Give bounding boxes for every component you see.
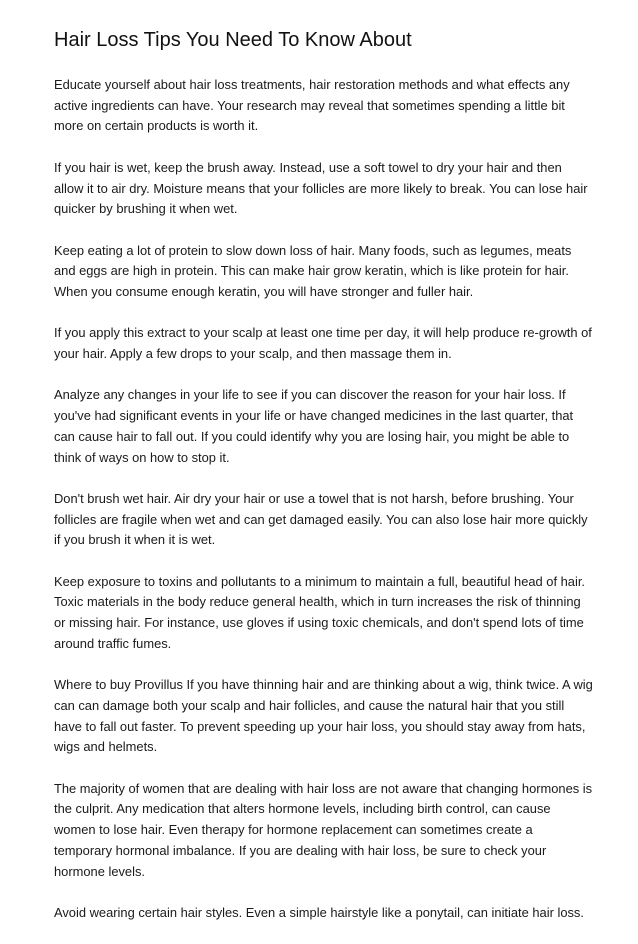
- paragraph: Analyze any changes in your life to see if you can discover the reason for your hair loss. If you've had significant events in your life or have changed medicines in the last quarter, that can cause hair to fall out. If you could identify why you are losing hair, you might be able to think of ways on how to stop it.: [54, 387, 574, 465]
- paragraph: Keep exposure to toxins and pollutants to a minimum to maintain a full, beautiful head of hair. Toxic materials in the body reduce general health, which in turn increases the risk of thinning or missing hair. For instance, use gloves if using toxic chemicals, and don't spend lots of time around traffic fumes.: [54, 573, 585, 651]
- paragraph: Keep eating a lot of protein to slow down loss of hair. Many foods, such as legumes, meats and eggs are high in protein. This can make hair grow keratin, which is like protein for hair. When you consume enough keratin, you will have stronger and fuller hair.: [54, 242, 572, 299]
- paragraph: The majority of women that are dealing with hair loss are not aware that changing hormones is the culprit. Any medication that alters hormone levels, including birth control, can cause women to lose hair. Even therapy for hormone replacement can sometimes create a temporary hormonal imbalance. If you are dealing with hair loss, be sure to check your hormone levels.: [54, 780, 593, 879]
- paragraph: Avoid wearing certain hair styles. Even a simple hairstyle like a ponytail, can initiate hair loss.: [54, 904, 584, 920]
- paragraph: Educate yourself about hair loss treatments, hair restoration methods and what effects any active ingredients can have. Your research may reveal that sometimes spending a little bit more on certain products is worth it.: [54, 77, 570, 134]
- paragraph: Don't brush wet hair. Air dry your hair or use a towel that is not harsh, before brushing. Your follicles are fragile when wet and can get damaged easily. You can also lose hair more quickly if you brush it when it is wet.: [54, 490, 588, 548]
- document-page: [54, 27, 594, 944]
- document-title: Hair Loss Tips You Need To Know About: [54, 29, 412, 51]
- paragraph: If you apply this extract to your scalp at least one time per day, it will help produce re-growth of your hair. Apply a few drops to your scalp, and then massage them in.: [54, 325, 592, 362]
- paragraph: If you hair is wet, keep the brush away. Instead, use a soft towel to dry your hair and then allow it to air dry. Moisture means that your follicles are more likely to break. You can lose hair quicker by brushing it when wet.: [54, 159, 588, 217]
- paragraph: Where to buy Provillus If you have thinning hair and are thinking about a wig, think twice. A wig can can damage both your scalp and hair follicles, and cause the natural hair that you still have to fall out faster. To prevent speeding up your hair loss, you should stay away from hats, wigs and helmets.: [54, 677, 593, 755]
